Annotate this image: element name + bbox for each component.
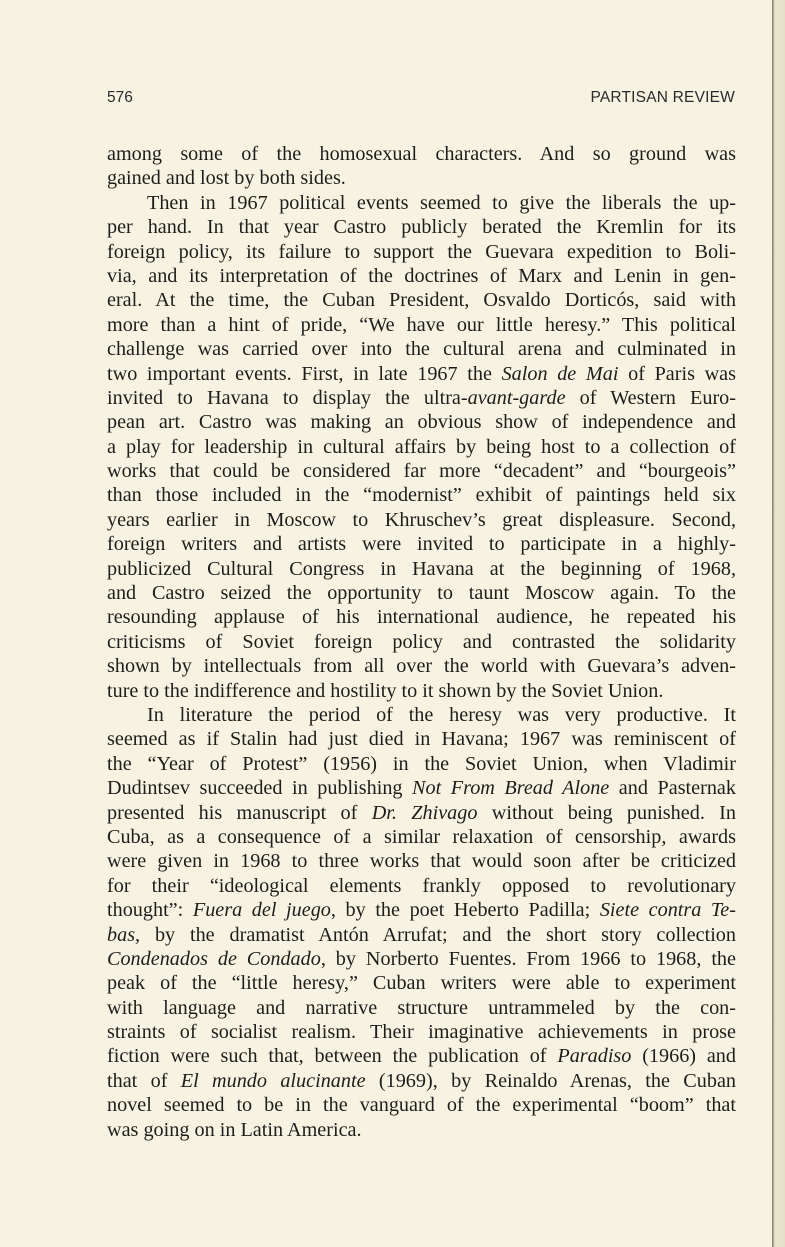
text-segment: , by the dramatist Antón Arrufat; and the short story collection	[135, 923, 736, 946]
italic-title: Paradiso	[557, 1045, 632, 1068]
text-line	[107, 947, 736, 971]
page-number: 576	[107, 89, 133, 106]
text-segment: presented his manuscript of	[107, 801, 372, 824]
text-line	[107, 362, 736, 386]
text-segment: works that could be considered far more “decadent” and “bourgeois”	[107, 460, 736, 483]
text-segment: straints of socialist realism. Their imaginative achievements in prose	[107, 1021, 736, 1044]
text-line	[107, 801, 736, 825]
text-line	[107, 313, 736, 337]
text-segment: of Western Euro-	[565, 386, 736, 409]
text-line	[107, 508, 736, 532]
text-segment: In literature the period of the heresy was very productive. It	[147, 703, 736, 726]
text-line	[107, 1069, 736, 1093]
text-line	[107, 703, 736, 727]
italic-title: El mundo alucinante	[180, 1069, 366, 1092]
text-line	[107, 996, 736, 1020]
text-segment: without being punished. In	[477, 801, 736, 824]
text-segment: two important events. First, in late 1967 the	[107, 362, 502, 385]
text-segment: pean art. Castro was making an obvious show of independence and	[107, 411, 736, 434]
text-line	[107, 557, 736, 581]
text-segment: and Pasternak	[609, 777, 736, 800]
text-segment: criticisms of Soviet foreign policy and contrasted the solidarity	[107, 630, 736, 653]
text-line	[107, 532, 736, 556]
text-line	[107, 630, 736, 654]
text-line	[107, 1044, 736, 1068]
text-line	[107, 849, 736, 873]
italic-title: Condenados de Condado	[107, 947, 321, 970]
text-segment: Then in 1967 political events seemed to give the liberals the up-	[147, 191, 736, 214]
text-segment: seemed as if Stalin had just died in Havana; 1967 was reminiscent of	[107, 728, 736, 751]
italic-title: Salon de Mai	[501, 362, 619, 385]
text-segment: fiction were such that, between the publication of	[107, 1045, 558, 1068]
text-segment: among some of the homosexual characters. And so ground was	[107, 143, 736, 165]
text-segment: resounding applause of his international audience, he repeated his	[107, 606, 736, 629]
text-segment: Dudintsev succeeded in publishing	[107, 777, 413, 800]
text-line	[107, 459, 736, 483]
text-line	[107, 727, 736, 751]
book-binding-edge	[772, 0, 785, 1247]
text-line	[107, 581, 736, 605]
text-line	[107, 410, 736, 434]
text-line	[107, 483, 736, 507]
text-segment: , by the poet Heberto Padilla;	[330, 899, 600, 922]
text-segment: peak of the “little heresy,” Cuban writers were able to experiment	[107, 972, 736, 995]
text-segment: the “Year of Protest” (1956) in the Soviet Union, when Vladimir	[107, 752, 736, 775]
text-segment: challenge was carried over into the cultural arena and culminated in	[107, 338, 736, 361]
text-line	[107, 874, 736, 898]
text-segment: was going on in Latin America.	[107, 1118, 362, 1141]
text-segment: novel seemed to be in the vanguard of the experimental “boom” that	[107, 1094, 736, 1117]
text-segment: per hand. In that year Castro publicly berated the Kremlin for its	[107, 216, 736, 239]
text-line	[107, 971, 736, 995]
text-segment: years earlier in Moscow to Khruschev’s great displeasure. Second,	[107, 508, 736, 531]
text-line	[107, 1020, 736, 1044]
text-segment: Cuba, as a consequence of a similar relaxation of censorship, awards	[107, 825, 736, 848]
text-line	[107, 386, 736, 410]
text-line	[107, 191, 736, 215]
text-segment: that of	[107, 1069, 181, 1092]
italic-title: Siete contra Te-	[599, 899, 736, 922]
text-segment: of Paris was	[618, 362, 737, 385]
text-line	[107, 1118, 736, 1142]
text-segment: for their “ideological elements frankly opposed to revolutionary	[107, 874, 736, 897]
text-line	[107, 898, 736, 922]
text-line	[107, 435, 736, 459]
text-segment: and Castro seized the opportunity to taunt Moscow again. To the	[107, 582, 736, 605]
text-line	[107, 825, 736, 849]
text-line	[107, 142, 736, 166]
text-line	[107, 605, 736, 629]
italic-title: Dr. Zhivago	[371, 801, 478, 824]
text-segment: , by Norberto Fuentes. From 1966 to 1968, the	[320, 947, 736, 970]
italic-title: avant-garde	[467, 386, 566, 409]
text-segment: (1966) and	[631, 1045, 736, 1068]
italic-title: Not From Bread Alone	[412, 777, 610, 800]
running-title: PARTISAN REVIEW	[590, 89, 735, 106]
text-segment: with language and narrative structure untrammeled by the con-	[107, 996, 736, 1019]
text-segment: a play for leadership in cultural affairs by being host to a collection of	[107, 435, 736, 458]
text-line	[107, 1093, 736, 1117]
text-segment: ture to the indifference and hostility to it shown by the Soviet Union.	[107, 679, 664, 702]
text-segment: publicized Cultural Congress in Havana at the beginning of 1968,	[107, 557, 736, 580]
text-line	[107, 679, 736, 703]
italic-title: Fuera del juego	[192, 899, 331, 922]
text-line	[107, 776, 736, 800]
text-segment: were given in 1968 to three works that would soon after be criticized	[107, 850, 736, 873]
text-segment: than those included in the “modernist” exhibit of paintings held six	[107, 484, 736, 507]
text-line	[107, 264, 736, 288]
text-segment: invited to Havana to display the ultra-	[107, 386, 468, 409]
text-line	[107, 288, 736, 312]
text-segment: thought”:	[107, 899, 193, 922]
text-segment: eral. At the time, the Cuban President, Osvaldo Dorticós, said with	[107, 289, 736, 312]
text-segment: (1969), by Reinaldo Arenas, the Cuban	[365, 1069, 736, 1092]
text-segment: more than a hint of pride, “We have our little heresy.” This political	[107, 313, 736, 336]
text-segment: shown by intellectuals from all over the world with Guevara’s adven-	[107, 655, 736, 678]
text-line	[107, 923, 736, 947]
text-segment: foreign writers and artists were invited to participate in a highly-	[107, 533, 736, 556]
italic-title: bas	[107, 923, 136, 946]
text-line	[107, 752, 736, 776]
text-line	[107, 215, 736, 239]
text-segment: via, and its interpretation of the doctrines of Marx and Lenin in gen-	[107, 264, 736, 287]
text-line	[107, 240, 736, 264]
text-line	[107, 337, 736, 361]
body-text	[107, 142, 736, 1142]
text-segment: gained and lost by both sides.	[107, 167, 346, 190]
text-segment: foreign policy, its failure to support the Guevara expedition to Boli-	[107, 240, 736, 263]
text-line	[107, 166, 736, 190]
text-line	[107, 654, 736, 678]
